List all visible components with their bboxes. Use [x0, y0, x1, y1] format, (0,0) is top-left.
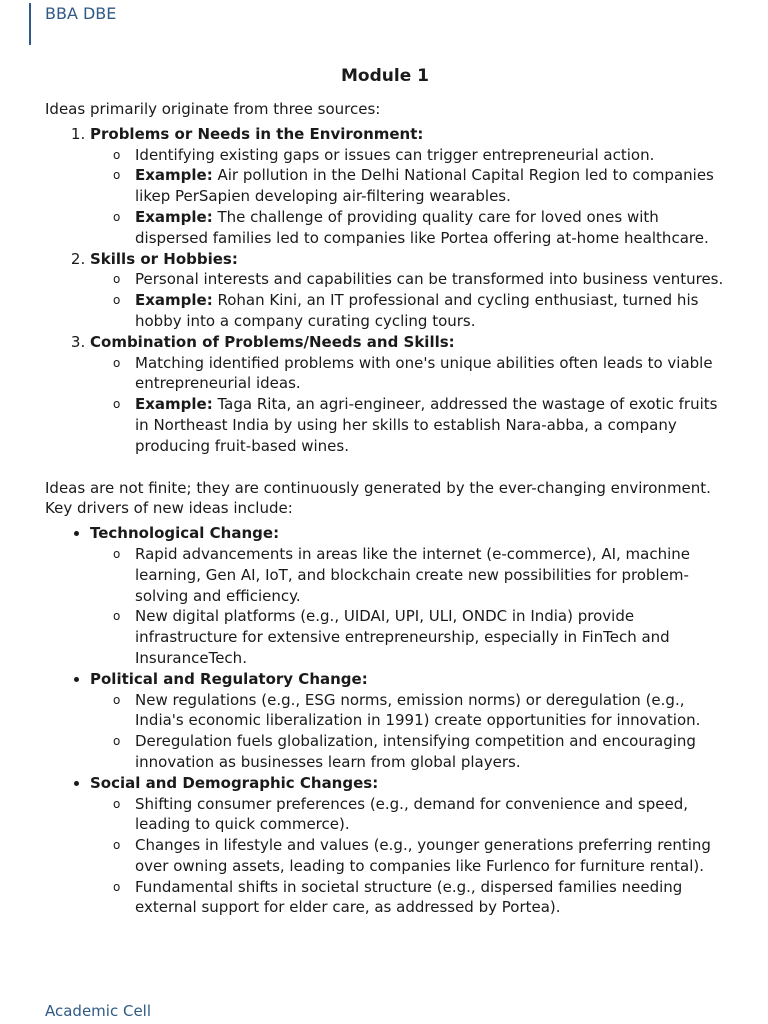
driver-item [90, 523, 725, 669]
page-title: Module 1 [341, 66, 429, 86]
sub-item: o Fundamental shifts in societal structure (e.g., dispersed families needing external support for elder care, as addressed by Portea). [135, 877, 725, 919]
source-heading: Combination of Problems/Needs and Skills: [90, 332, 455, 351]
header-title: BBA DBE [45, 4, 117, 23]
example-label: Example: [135, 207, 213, 226]
sub-item-text: Rohan Kini, an IT professional and cycling enthusiast, turned his hobby into a company curating cycling tours. [135, 291, 699, 330]
sub-item-text: Identifying existing gaps or issues can trigger entrepreneurial action. [135, 145, 655, 164]
source-item [90, 332, 725, 457]
document-body [45, 65, 725, 918]
sub-item [135, 269, 725, 290]
drivers-intro-paragraph: Ideas are not finite; they are continuously generated by the ever-changing environment. Key drivers of new ideas include: [45, 478, 711, 518]
example-label: Example: [135, 166, 213, 185]
driver-heading: Technological Change: [90, 524, 280, 543]
driver-sublist [90, 690, 725, 773]
driver-sublist [90, 544, 725, 669]
header-rule [29, 3, 31, 45]
sub-item [135, 207, 725, 249]
sub-item: o New digital platforms (e.g., UIDAI, UPI, ULI, ONDC in India) provide infrastructure for extensive entrepreneurship, especially in FinTech and InsuranceTech. [135, 606, 725, 668]
sub-item [135, 145, 725, 166]
sub-item-text: Matching identified problems with one's unique abilities often leads to viable entrepreneurial ideas. [135, 353, 713, 393]
sub-item [135, 353, 725, 395]
sub-item: o Shifting consumer preferences (e.g., demand for convenience and speed, leading to quick commerce). [135, 794, 725, 836]
driver-item [90, 773, 725, 919]
source-heading: Skills or Hobbies: [90, 249, 238, 268]
sub-item: o New regulations (e.g., ESG norms, emission norms) or deregulation (e.g., India's economic liberalization in 1991) create opportunities for innovation. [135, 690, 725, 732]
intro-paragraph: Ideas primarily originate from three sources: [45, 100, 381, 118]
driver-heading: Political and Regulatory Change: [90, 669, 368, 688]
source-sublist [90, 353, 725, 457]
sub-item-text: Taga Rita, an agri-engineer, addressed the wastage of exotic fruits in Northeast India by using her skills to establish Nara-abba, a company producing fruit-based wines. [135, 395, 718, 455]
source-heading: Problems or Needs in the Environment: [90, 124, 424, 143]
sub-item-text: Personal interests and capabilities can be transformed into business ventures. [135, 270, 724, 289]
sub-item [135, 290, 725, 332]
sub-item-text: The challenge of providing quality care for loved ones with dispersed families led to companies like Portea offering at-home healthcare. [135, 207, 709, 247]
sub-item [135, 394, 725, 456]
paragraph-spacer [45, 457, 725, 478]
sub-item: o Deregulation fuels globalization, intensifying competition and encouraging innovation as businesses learn from global players. [135, 731, 725, 773]
driver-heading: Social and Demographic Changes: [90, 773, 379, 792]
footer-text: Academic Cell [45, 1002, 152, 1020]
source-item [90, 124, 725, 249]
sub-item-text: Air pollution in the Delhi National Capital Region led to companies likep PerSapien developing air-filtering wearables. [135, 166, 714, 206]
sources-list [45, 124, 725, 457]
example-label: Example: [135, 291, 213, 310]
source-sublist [90, 269, 725, 331]
driver-item [90, 669, 725, 773]
sub-item [135, 165, 725, 207]
sub-item: o Rapid advancements in areas like the internet (e-commerce), AI, machine learning, Gen AI, IoT, and blockchain create new possibilities for problem-solving and efficiency. [135, 544, 725, 606]
example-label: Example: [135, 395, 213, 414]
source-item [90, 249, 725, 332]
sub-item: o Changes in lifestyle and values (e.g., younger generations preferring renting over owning assets, leading to companies like Furlenco for furniture rental). [135, 835, 725, 877]
drivers-list [45, 523, 725, 918]
source-sublist [90, 145, 725, 249]
driver-sublist [90, 794, 725, 919]
